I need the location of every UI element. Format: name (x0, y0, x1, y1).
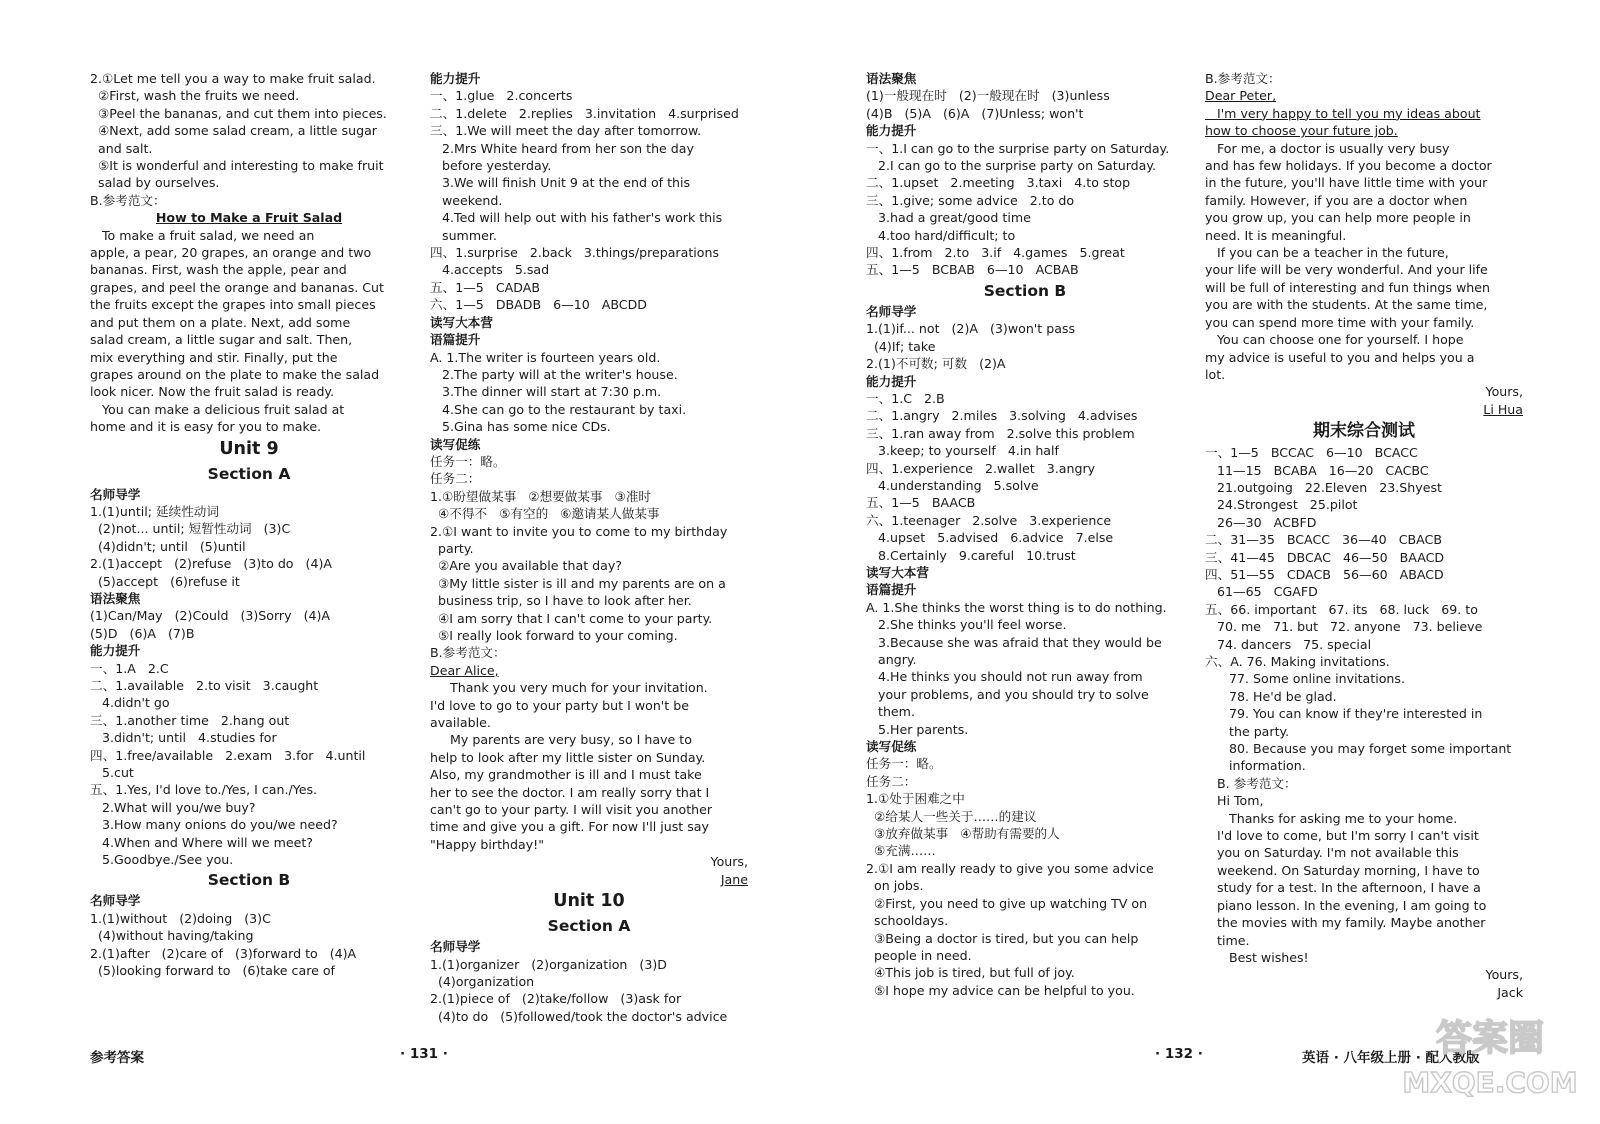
column-2 (430, 70, 748, 1025)
text-line: 4.She can go to the restaurant by taxi. (430, 401, 687, 417)
text-line: 四、1.experience 2.wallet 3.angry (866, 460, 1096, 476)
text-line: 3.We will finish Unit 9 at the end of this (430, 175, 691, 191)
footer-left-label: 参考答案 (90, 1050, 144, 1066)
text-line: 3.The dinner will start at 7:30 p.m. (430, 384, 662, 400)
text-line: piano lesson. In the evening, I am going to (1205, 897, 1487, 913)
text-line: 3.didn't; until 4.studies for (90, 730, 277, 746)
text-line: Thanks for asking me to your home. (1205, 810, 1458, 826)
text-line: 21.outgoing 22.Eleven 23.Shyest (1205, 479, 1442, 495)
text-line: and has few holidays. If you become a doctor (1205, 158, 1492, 174)
text-line: bananas. First, wash the apple, pear and (90, 262, 347, 278)
text-line: ③放弃做某事 ④帮助有需要的人 (866, 826, 1060, 842)
text-line: 61—65 CGAFD (1205, 584, 1318, 600)
text-line: on jobs. (866, 878, 924, 894)
text-line: 读写促练 (430, 436, 481, 452)
text-line: 2.She thinks you'll feel worse. (866, 617, 1067, 633)
text-line: 24.Strongest 25.pilot (1205, 497, 1358, 513)
text-line: 2.(1)piece of (2)take/follow (3)ask for (430, 991, 682, 1007)
text-line: 六、1—5 DBADB 6—10 ABCDD (430, 297, 647, 313)
text-line: 26—30 ACBFD (1205, 514, 1317, 530)
text-line: 名师导学 (866, 303, 917, 319)
text-line: (5)looking forward to (6)take care of (90, 963, 335, 979)
text-line: 1.①盼望做某事 ②想要做某事 ③准时 (430, 488, 652, 504)
text-line: 77. Some online invitations. (1205, 671, 1405, 687)
text-line: 五、1.Yes, I'd love to./Yes, I can./Yes. (90, 782, 318, 798)
text-line: Dear Alice, (430, 662, 499, 678)
text-line: 4.Ted will help out with his father's work this (430, 210, 723, 226)
text-line: 80. Because you may forget some important (1205, 741, 1512, 757)
text-line: I'm very happy to tell you my ideas about (1205, 105, 1481, 121)
text-line: 4.He thinks you should not run away from (866, 669, 1143, 685)
text-line: 一、1.C 2.B (866, 390, 945, 406)
text-line: information. (1205, 758, 1306, 774)
text-line: 三、1.give; some advice 2.to do (866, 192, 1075, 208)
text-line: B. 参考范文： (1205, 775, 1297, 791)
text-line: 2.①I want to invite you to come to my birthday (430, 523, 728, 539)
text-line: 能力提升 (866, 123, 917, 139)
page-number-left: · 131 · (400, 1046, 448, 1062)
text-line: help to look after my little sister on Sunday. (430, 749, 706, 765)
text-line: Section B (207, 871, 291, 890)
text-line: 能力提升 (90, 643, 141, 659)
text-line: schooldays. (866, 913, 949, 929)
text-line: Also, my grandmother is ill and I must take (430, 767, 702, 783)
text-line: 4.When and Where will we meet? (90, 834, 313, 850)
column-3 (866, 70, 1184, 999)
text-line: you are with the students. At the same time, (1205, 297, 1488, 313)
text-line: 1.(1)until; 延续性动词 (90, 503, 219, 519)
text-line: 二、31—35 BCACC 36—40 CBACB (1205, 532, 1442, 548)
text-line: party. (430, 540, 474, 556)
text-line: the fruits except the grapes into small pieces (90, 297, 376, 313)
text-line: 5.cut (90, 765, 134, 781)
text-line: Yours, (1485, 967, 1523, 983)
text-line: Dear Peter, (1205, 88, 1277, 104)
text-line: 4.understanding 5.solve (866, 477, 1039, 493)
text-line: time. (1205, 932, 1250, 948)
text-line: ②给某人一些关于……的建议 (866, 808, 1037, 824)
text-line: 期末综合测试 (1313, 421, 1415, 442)
text-line: 1.(1)if... not (2)A (3)won't pass (866, 321, 1076, 337)
text-line: 二、1.upset 2.meeting 3.taxi 4.to stop (866, 175, 1131, 191)
text-line: 四、51—55 CDACB 56—60 ABACD (1205, 566, 1444, 582)
text-line: grapes around on the plate to make the salad (90, 366, 380, 382)
text-line: 4.upset 5.advised 6.advice 7.else (866, 530, 1114, 546)
text-line: 一、1.A 2.C (90, 660, 169, 676)
text-line: Thank you very much for your invitation. (430, 680, 708, 696)
text-line: summer. (430, 227, 497, 243)
text-line: 五、1—5 BCBAB 6—10 ACBAB (866, 262, 1079, 278)
footer-right-label: 英语 · 八年级上册 · 配人教版 (1302, 1050, 1480, 1066)
text-line: her to see the doctor. I am really sorry that I (430, 784, 710, 800)
text-line: 四、1.from 2.to 3.if 4.games 5.great (866, 245, 1125, 261)
text-line: your life will be very wonderful. And your life (1205, 262, 1488, 278)
text-line: time and give you a gift. For now I'll just say (430, 819, 709, 835)
watermark-line1: 答案圈 (1435, 1018, 1545, 1059)
text-line: home and it is easy for you to make. (90, 419, 322, 435)
text-line: apple, a pear, 20 grapes, an orange and two (90, 245, 372, 261)
text-line: 2.I can go to the surprise party on Saturday. (866, 158, 1157, 174)
text-line: 5.Goodbye./See you. (90, 852, 234, 868)
text-line: I'd love to come, but I'm sorry I can't visit (1205, 828, 1479, 844)
text-line: ⑤It is wonderful and interesting to make fruit (90, 158, 384, 174)
text-line: ③My little sister is ill and my parents are on a (430, 575, 726, 591)
text-line: 五、1—5 CADAB (430, 279, 540, 295)
text-line: "Happy birthday!" (430, 836, 545, 852)
text-line: lot. (1205, 366, 1226, 382)
text-line: 11—15 BCABA 16—20 CACBC (1205, 462, 1429, 478)
text-line: 4.too hard/difficult; to (866, 227, 1016, 243)
text-line: You can make a delicious fruit salad at (90, 401, 345, 417)
text-line: A. 1.She thinks the worst thing is to do nothing. (866, 599, 1167, 615)
text-line: available. (430, 715, 491, 731)
text-line: 六、A. 76. Making invitations. (1205, 654, 1390, 669)
text-line: 五、1—5 BAACB (866, 495, 976, 511)
page-number-right: · 132 · (1155, 1046, 1203, 1062)
text-line: 3.keep; to yourself 4.in half (866, 443, 1059, 459)
text-line: Yours, (1485, 384, 1523, 400)
text-line: 语法聚焦 (866, 71, 917, 86)
text-line: 一、1.glue 2.concerts (430, 88, 573, 104)
text-line: before yesterday. (430, 158, 552, 174)
text-line: ④I am sorry that I can't come to your party. (430, 610, 713, 626)
text-line: ③Peel the bananas, and cut them into pieces. (90, 105, 387, 121)
text-line: business trip, so I have to look after her. (430, 593, 692, 609)
text-line: (5)D (6)A (7)B (90, 625, 195, 641)
text-line: 四、1.surprise 2.back 3.things/preparations (430, 245, 720, 261)
text-line: 三、1.another time 2.hang out (90, 712, 290, 728)
text-line: 语篇提升 (866, 582, 917, 598)
text-line: ⑤充满…… (866, 843, 936, 859)
column-1 (90, 70, 408, 980)
text-line: Jack (1497, 984, 1523, 1000)
text-line: 2.①Let me tell you a way to make fruit salad. (90, 71, 376, 86)
text-line: 1.(1)organizer (2)organization (3)D (430, 956, 667, 972)
text-line: 70. me 71. but 72. anyone 73. believe (1205, 619, 1483, 635)
text-line: 5.Gina has some nice CDs. (430, 419, 611, 435)
text-line: Unit 10 (553, 891, 625, 912)
text-line: ②First, you need to give up watching TV on (866, 895, 1148, 911)
text-line: ⑤I hope my advice can be helpful to you. (866, 982, 1135, 998)
text-line: 任务二： (430, 471, 481, 487)
text-line: study for a test. In the afternoon, I have a (1205, 880, 1481, 896)
text-line: you can spend more time with your family. (1205, 314, 1475, 330)
text-line: 3.Because she was afraid that they would be (866, 634, 1162, 650)
text-line: Section A (207, 464, 291, 483)
text-line: 8.Certainly 9.careful 10.trust (866, 547, 1076, 563)
text-line: (1)Can/May (2)Could (3)Sorry (4)A (90, 608, 331, 624)
text-line: ④Next, add some salad cream, a little sugar (90, 123, 377, 139)
text-line: (4)without having/taking (90, 928, 254, 944)
text-line: 一、1—5 BCCAC 6—10 BCACC (1205, 445, 1418, 461)
text-line: your problems, and you should try to solve (866, 686, 1149, 702)
text-line: 二、1.angry 2.miles 3.solving 4.advises (866, 408, 1138, 424)
text-line: will be full of interesting and fun things when (1205, 279, 1490, 295)
text-line: 4.accepts 5.sad (430, 262, 550, 278)
text-line: 名师导学 (90, 486, 141, 502)
text-line: in the future, you'll have little time with your (1205, 175, 1488, 191)
text-line: 1.①处于困难之中 (866, 791, 965, 807)
text-line: 能力提升 (866, 373, 917, 389)
text-line: ②Are you available that day? (430, 558, 622, 574)
text-line: A. 1.The writer is fourteen years old. (430, 349, 661, 365)
text-line: Section B (983, 281, 1067, 300)
text-line: weekend. (430, 192, 503, 208)
text-line: people in need. (866, 947, 972, 963)
text-line: ④This job is tired, but full of joy. (866, 965, 1075, 981)
text-line: 任务一：略。 (866, 756, 942, 772)
text-line: 2.Mrs White heard from her son the day (430, 140, 694, 156)
text-line: To make a fruit salad, we need an (90, 227, 315, 243)
text-line: 语法聚焦 (90, 590, 141, 606)
text-line: Best wishes! (1205, 949, 1309, 965)
text-line: 1.(1)without (2)doing (3)C (90, 910, 271, 926)
text-line: Jane (720, 871, 748, 887)
text-line: 一、1.I can go to the surprise party on Saturday. (866, 140, 1170, 156)
text-line: (4)organization (430, 973, 535, 989)
text-line: and put them on a plate. Next, add some (90, 314, 351, 330)
text-line: salad by ourselves. (90, 175, 220, 191)
text-line: (1)一般现在时 (2)一般现在时 (3)unless (866, 88, 1110, 104)
text-line: 78. He'd be glad. (1205, 688, 1337, 704)
text-line: My parents are very busy, so I have to (430, 732, 692, 748)
watermark-line2: MXQE.COM (1402, 1066, 1578, 1099)
text-line: 74. dancers 75. special (1205, 636, 1372, 652)
text-line: 五、66. important 67. its 68. luck 69. to (1205, 601, 1478, 617)
text-line: you on Saturday. I'm not available this (1205, 845, 1459, 861)
text-line: 四、1.free/available 2.exam 3.for 4.until (90, 747, 366, 763)
text-line: grapes, and peel the orange and bananas. Cut (90, 279, 384, 295)
text-line: How to Make a Fruit Salad (155, 210, 343, 226)
text-line: family. However, if you are a doctor when (1205, 192, 1468, 208)
text-line: 3.How many onions do you/we need? (90, 817, 338, 833)
text-line: B.参考范文： (430, 645, 506, 661)
text-line: If you can be a teacher in the future, (1205, 245, 1449, 261)
text-line: B.参考范文： (1205, 71, 1281, 86)
text-line: Yours, (710, 854, 748, 870)
text-line: 语篇提升 (430, 332, 481, 348)
text-line: the party. (1205, 723, 1290, 739)
text-line: 能力提升 (430, 71, 481, 86)
text-line: 名师导学 (90, 893, 141, 909)
text-line: the movies with my family. Maybe another (1205, 915, 1486, 931)
text-line: 任务二： (866, 773, 917, 789)
text-line: 二、1.available 2.to visit 3.caught (90, 678, 319, 693)
text-line: B.参考范文： (90, 192, 166, 208)
text-line: 2.①I am really ready to give you some advice (866, 860, 1154, 876)
text-line: (4)to do (5)followed/took the doctor's advice (430, 1008, 728, 1024)
text-line: 2.The party will at the writer's house. (430, 366, 678, 382)
text-line: 任务一：略。 (430, 453, 506, 469)
text-line: 名师导学 (430, 939, 481, 955)
text-line: 3.had a great/good time (866, 210, 1031, 226)
text-line: (4)B (5)A (6)A (7)Unless; won't (866, 105, 1084, 121)
text-line: ⑤I really look forward to your coming. (430, 628, 678, 643)
text-line: 2.(1)after (2)care of (3)forward to (4)A (90, 945, 357, 961)
text-line: my advice is useful to you and helps you a (1205, 349, 1475, 365)
text-line: mix everything and stir. Finally, put the (90, 349, 338, 365)
text-line: 三、41—45 DBCAC 46—50 BAACD (1205, 549, 1445, 565)
text-line: Section A (547, 917, 631, 936)
text-line: look nicer. Now the fruit salad is ready. (90, 384, 335, 400)
text-line: can't go to your party. I will visit you another (430, 802, 713, 818)
text-line: you grow up, you can help more people in (1205, 210, 1471, 226)
text-line: them. (866, 704, 915, 720)
text-line: Unit 9 (219, 438, 279, 459)
text-line: 三、1.ran away from 2.solve this problem (866, 425, 1135, 441)
text-line: angry. (866, 652, 917, 667)
text-line: need. It is meaningful. (1205, 227, 1347, 243)
text-line: and salt. (90, 140, 153, 156)
column-4 (1205, 70, 1523, 1001)
text-line: 三、1.We will meet the day after tomorrow. (430, 123, 702, 139)
text-line: 2.(1)accept (2)refuse (3)to do (4)A (90, 556, 332, 572)
text-line: 4.didn't go (90, 695, 170, 711)
text-line: (4)didn't; until (5)until (90, 538, 246, 554)
text-line: ④不得不 ⑤有空的 ⑥邀请某人做某事 (430, 506, 660, 522)
text-line: 5.Her parents. (866, 721, 969, 737)
text-line: 2.What will you/we buy? (90, 799, 256, 815)
text-line: (2)not... until; 短暂性动词 (3)C (90, 521, 291, 537)
text-line: 二、1.delete 2.replies 3.invitation 4.surprised (430, 105, 739, 121)
text-line: For me, a doctor is usually very busy (1205, 140, 1450, 156)
text-line: ②First, wash the fruits we need. (90, 88, 300, 104)
text-line: You can choose one for yourself. I hope (1205, 332, 1464, 348)
text-line: 读写促练 (866, 739, 917, 755)
text-line: (5)accept (6)refuse it (90, 573, 240, 589)
text-line: 79. You can know if they're interested in (1205, 706, 1483, 722)
text-line: how to choose your future job. (1205, 123, 1398, 139)
text-line: 读写大本营 (430, 314, 493, 330)
text-line: 2.(1)不可数; 可数 (2)A (866, 356, 1006, 372)
text-line: ③Being a doctor is tired, but you can help (866, 930, 1139, 946)
text-line: salad cream, a little sugar and salt. Then, (90, 332, 353, 348)
text-line: weekend. On Saturday morning, I have to (1205, 862, 1480, 878)
text-line: I'd love to go to your party but I won't be (430, 697, 689, 713)
text-line: 六、1.teenager 2.solve 3.experience (866, 512, 1112, 528)
text-line: 读写大本营 (866, 564, 929, 580)
text-line: (4)If; take (866, 338, 936, 354)
text-line: Li Hua (1483, 401, 1523, 417)
text-line: Hi Tom, (1205, 793, 1264, 809)
